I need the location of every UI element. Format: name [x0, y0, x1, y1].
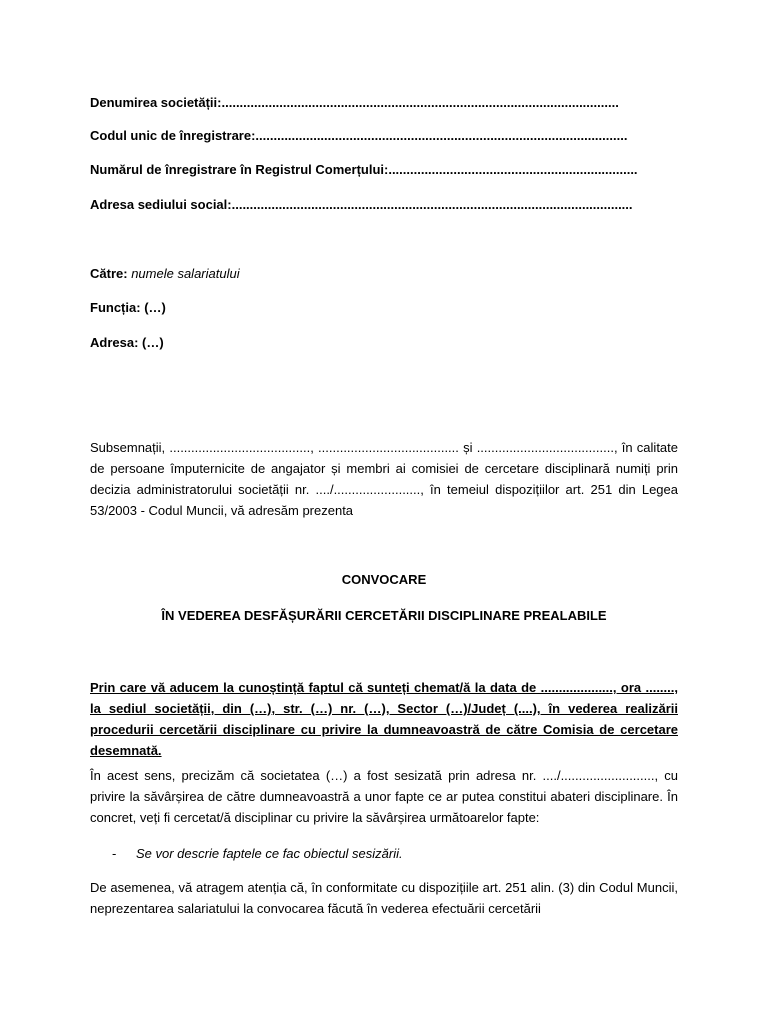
company-name-line — [90, 95, 678, 111]
address-value: (…) — [142, 335, 164, 350]
bullet-text: Se vor descrie faptele ce fac obiectul sesizării. — [136, 846, 403, 861]
company-address-line — [90, 197, 678, 213]
company-cui-line — [90, 128, 678, 144]
function-line — [90, 300, 678, 316]
function-value: (…) — [144, 300, 166, 315]
company-reg-line — [90, 162, 678, 178]
company-reg-label: Numărul de înregistrare în Registrul Comerțului: — [90, 162, 389, 177]
bullet-marker: - — [112, 846, 117, 861]
recipient-name: numele salariatului — [131, 266, 240, 281]
document-subtitle: ÎN VEDEREA DESFĂȘURĂRII CERCETĂRII DISCIPLINARE PREALABILE — [161, 608, 607, 623]
address-label: Adresa: — [90, 335, 139, 350]
intro-paragraph: Subsemnații, ......................................., ....................................... și ......................................, în calitate de persoane împuternicite de angajator și membri ai comisiei de cercetare disciplinară numiți prin decizia administratorului societății nr. ..../........................, în temeiul dispozițiilor art. 251 din Legea 53/2003 - Codul Muncii, vă adresăm prezenta — [90, 440, 678, 518]
document-title: CONVOCARE — [341, 572, 427, 587]
company-name-value: .............................................................................................................. — [221, 95, 619, 110]
company-cui-label: Codul unic de înregistrare: — [90, 128, 256, 143]
address-line — [90, 335, 678, 351]
company-address-value: ............................................................................................................... — [231, 197, 633, 212]
recipient-line — [90, 266, 678, 282]
company-reg-value: ..................................................................... — [388, 162, 638, 177]
company-name-label: Denumirea societății: — [90, 95, 222, 110]
company-address-label: Adresa sediului social: — [90, 197, 232, 212]
paragraph-1: În acest sens, precizăm că societatea (…) a fost sesizată prin adresa nr. ..../.........................., cu privire la săvârșirea de către dumneavoastră a unor fapte ce ar putea constitui abateri disciplinare. În concret, veți fi cercetat/ă disciplinar cu privire la săvârșirea următoarelor fapte: — [90, 768, 678, 825]
function-label: Funcția: — [90, 300, 141, 315]
recipient-label: Către: — [90, 266, 128, 281]
summons-paragraph: Prin care vă aducem la cunoștință faptul că sunteți chemat/ă la data de ...................., ora ........, la sediul societății, din (…), str. (…) nr. (…), Sector (…)/Județ (....), în vederea realizării procedurii cercetării disciplinare cu privire la dumneavoastră de către Comisia de cercetare desemnată. — [90, 680, 678, 758]
company-cui-value: ....................................................................................................... — [255, 128, 628, 143]
paragraph-2: De asemenea, vă atragem atenția că, în conformitate cu dispozițiile art. 251 alin. (3) din Codul Muncii, neprezentarea salariatului la convocarea făcută în vederea efectuării cercetării — [90, 880, 678, 916]
